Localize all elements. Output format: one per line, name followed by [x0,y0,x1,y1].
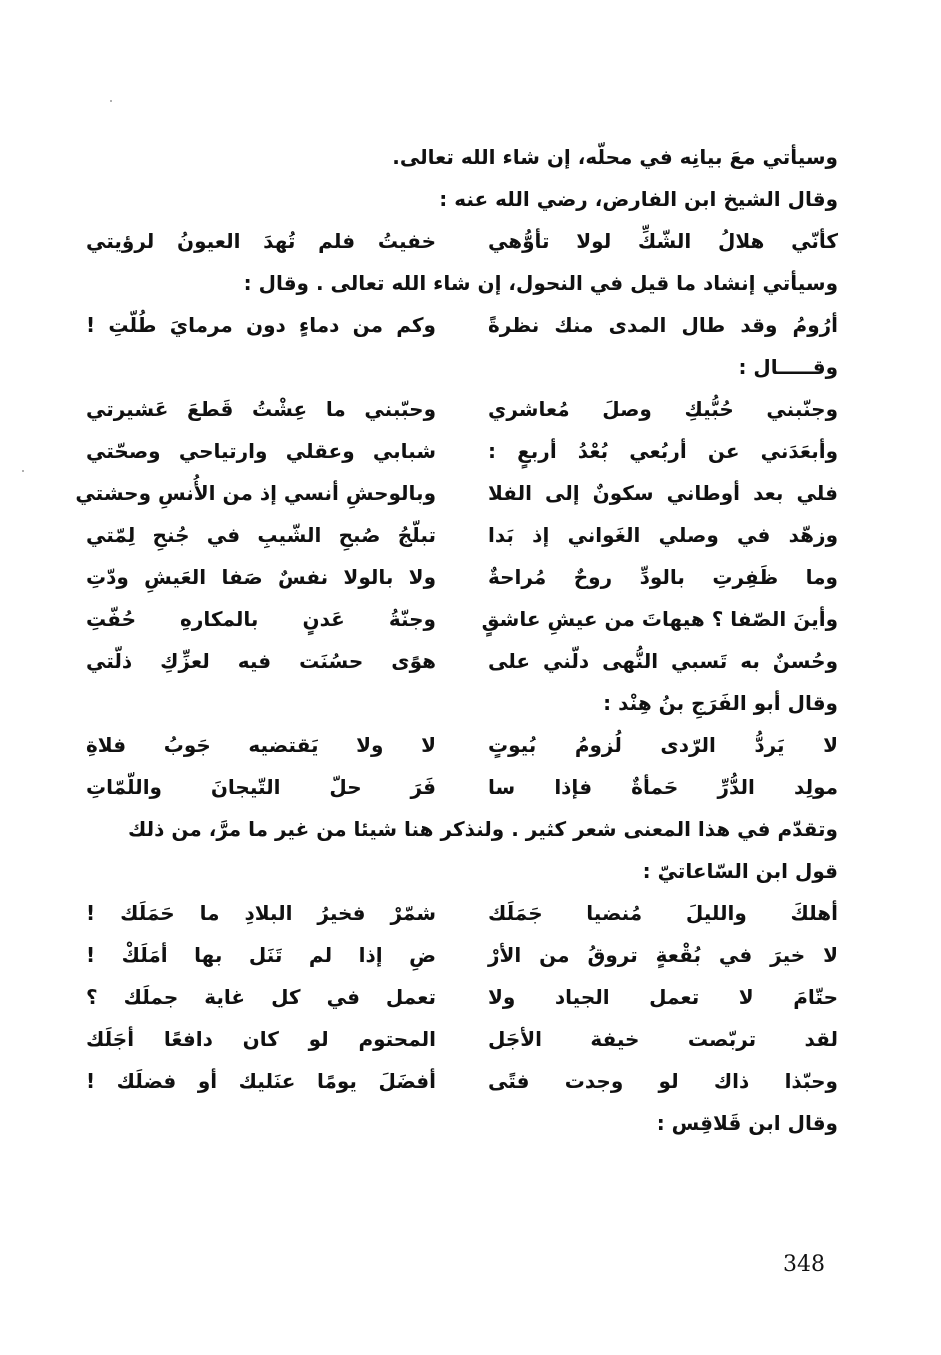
verse-second-hemistich: تعمل في كل غاية جملَك ؟ [86,985,436,1009]
verse-second-hemistich: ولا بالولا نفسٌ صَفا العَيشِ ودّتِ [86,565,436,589]
verse-first-hemistich: وما ظَفِرتِ بالودِّ روحٌ مُراحةٌ [488,565,838,589]
verse-line [86,598,838,640]
verse-line [86,556,838,598]
verse-second-hemistich: فَرَ حلّ التّيجانَ واللّمّاتِ [86,775,436,799]
verse-line [86,976,838,1018]
verse-second-hemistich: وجنّةُ عَدنٍ بالمكارهِ حُفّتِ [86,607,436,631]
verse-first-hemistich: لا خيرَ في بُقْعةٍ تروقُ من الأرْ [488,943,838,967]
verse-second-hemistich: تبلّجُ صُبحِ الشّيبِ في جُنحِ لِمّتي [86,523,436,547]
verse-first-hemistich: لا يَردُّ الرّدى لُزومُ بُيوتٍ [488,733,838,757]
verse-second-hemistich: أفضَلَ يومًا عنَليك أو فضلَك ! [86,1069,436,1093]
verse-first-hemistich: وأبعَدَني عن أربُعي بُعْدُ أربعٍ : [488,439,838,463]
page-number: 348 [783,1252,825,1277]
prose-line: وقـــــال : [738,355,838,379]
verse-first-hemistich: وحُسنٌ به تَسبي النُّهى دلّني على [488,649,838,673]
verse-second-hemistich: شبابي وعقلي وارتياحي وصحّتي [86,439,436,463]
verse-first-hemistich: فلي بعد أوطاني سكونٌ إلى الفلا [488,481,838,505]
verse-first-hemistich: كأنّي هلالُ الشّكِّ لولا تأوُّهي [488,229,838,253]
verse-first-hemistich: وحبّذا ذاك لو وجدت فتًى [488,1069,838,1093]
prose-line: وقال الشيخ ابن الفارض، رضي الله عنه : [439,187,838,211]
prose-paragraph: وتقدّم في هذا المعنى شعر كثير . ولنذكر هنا شيئا من غير ما مرَّ، من ذلك قول ابن السّاعاتيّ : [128,817,838,883]
verse-line [86,1060,838,1102]
verse-first-hemistich: وجنّبني حُبُّيكِ وصلَ مُعاشري [488,397,838,421]
verse-first-hemistich: وأينَ الصّفا ؟ هيهاتَ من عيشِ عاشقٍ [481,607,838,631]
verse-line [86,934,838,976]
verse-second-hemistich: وحبّبني ما عِشْتُ قَطعَ عَشيرتي [86,397,436,421]
verse-line [86,430,838,472]
prose-line: وقال أبو الفَرَجِ بنُ هِنْد : [603,691,838,715]
verse-second-hemistich: المحتوم لو كان دافعًا أجَلَك [86,1027,436,1051]
verse-line [86,766,838,808]
verse-second-hemistich: هوًى حسُنَت فيه لعزِّكِ ذلّتي [86,649,436,673]
scan-speck [110,100,112,102]
verse-first-hemistich: أرُومُ وقد طال المدى منك نظرةً [488,313,838,337]
verse-first-hemistich: مولِد الدُّرِّ حَمأةٌ فإذا سا [488,775,838,799]
verse-line [86,304,838,346]
verse-line [75,472,838,514]
verse-second-hemistich: ضِ إذا لم تَنَل بها أمَلَكْ ! [86,943,436,967]
verse-first-hemistich: حتّامَ لا تعمل الجياد ولا [488,985,838,1009]
verse-second-hemistich: وبالوحشِ أنسي إذ من الأُنسِ وحشتي [75,481,436,505]
text-body [75,136,838,1144]
verse-line [86,640,838,682]
verse-line [86,892,838,934]
verse-line [86,388,838,430]
prose-line: وقال ابن قَلاقِس : [656,1111,838,1135]
prose-line: وسيأتي إنشاد ما قيل في النحول، إن شاء الله تعالى . وقال : [243,271,838,295]
verse-second-hemistich: وكم من دماءٍ دون مرمايَ طُلّتِ ! [86,313,436,337]
verse-line [86,220,838,262]
verse-second-hemistich: لا ولا يَقتضيه جَوبُ فلاةِ [86,733,436,757]
verse-line [86,1018,838,1060]
prose-line: وسيأتي معَ بيانِه في محلّه، إن شاء الله تعالى. [392,145,838,169]
verse-second-hemistich: خفيتُ فلم تُهدَ العيونُ لرؤيتي [86,229,436,253]
verse-line [86,724,838,766]
scan-speck [22,470,24,472]
verse-first-hemistich: وزهّد في وصلي الغَواني إذ بَدا [488,523,838,547]
verse-first-hemistich: لقد تربّصت خيفة الأجَل [488,1027,838,1051]
verse-first-hemistich: أهلكَ والليلَ مُنضيا جَمَلَك [488,901,838,925]
verse-second-hemistich: شمّرْ فخيرُ البلادِ ما حَمَلَك ! [86,901,436,925]
verse-line [86,514,838,556]
